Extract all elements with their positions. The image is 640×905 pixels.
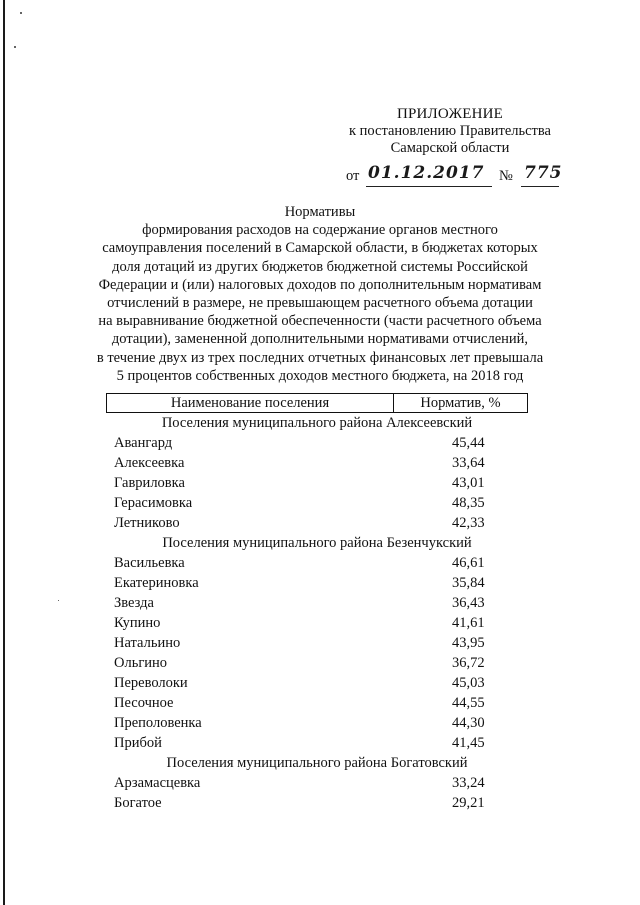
heading-line: на выравнивание бюджетной обеспеченности (части расчетного объема — [98, 313, 542, 330]
settlement-name: Авангард — [114, 435, 173, 451]
settlement-name: Ольгино — [114, 655, 168, 671]
heading-line: доля дотаций из других бюджетов бюджетной системы Российской — [112, 258, 528, 275]
heading-line: самоуправления поселений в Самарской области, в бюджетах которых — [102, 240, 538, 257]
table-row — [106, 613, 528, 633]
handwritten-number: 775 — [524, 163, 563, 183]
appendix-block — [330, 106, 570, 157]
settlement-name: Екатериновка — [114, 575, 199, 591]
norm-value: 48,35 — [452, 495, 485, 511]
settlement-name: Васильевка — [114, 555, 185, 571]
appendix-line-1: к постановлению Правительства — [349, 123, 551, 139]
scan-speck — [14, 46, 16, 48]
table-row — [106, 773, 528, 793]
number-underline — [521, 186, 559, 187]
table-row — [106, 593, 528, 613]
table-row — [106, 693, 528, 713]
settlement-name: Герасимовка — [114, 495, 193, 511]
appendix-title: ПРИЛОЖЕНИЕ — [396, 106, 504, 122]
table-body — [106, 413, 528, 813]
settlement-name: Натальино — [114, 635, 181, 651]
settlement-name: Преполовенка — [114, 715, 202, 731]
table-row — [106, 733, 528, 753]
norm-value: 29,21 — [452, 795, 485, 811]
date-underline — [366, 186, 492, 187]
table-row — [106, 493, 528, 513]
scan-speck — [58, 600, 59, 601]
norm-value: 44,55 — [452, 695, 485, 711]
heading-line: Федерации и (или) налоговых доходов по дополнительным нормативам — [98, 276, 542, 293]
heading-body — [70, 221, 570, 385]
scan-left-border — [3, 0, 5, 905]
table-row — [106, 453, 528, 473]
norms-table — [106, 393, 528, 813]
group-title: Поселения муниципального района Безенчукский — [162, 535, 472, 551]
table-row — [106, 473, 528, 493]
table-row — [106, 653, 528, 673]
heading-line: в течение двух из трех последних отчетных финансовых лет превышала — [96, 349, 544, 366]
norm-value: 36,72 — [452, 655, 485, 671]
norm-value: 44,30 — [452, 715, 485, 731]
settlement-name: Летниково — [114, 515, 180, 531]
norm-value: 35,84 — [452, 575, 485, 591]
settlement-name: Гавриловка — [114, 475, 185, 491]
heading-line: отчислений в размере, не превышающем расчетного объема дотации — [107, 295, 533, 312]
document-heading — [70, 203, 570, 385]
norm-value: 36,43 — [452, 595, 485, 611]
settlement-name: Песочное — [114, 695, 174, 711]
settlement-name: Звезда — [114, 595, 154, 611]
date-prefix: от — [346, 168, 360, 184]
heading-line: дотации), замененной дополнительными нормативами отчислений, — [111, 331, 529, 348]
table-row — [106, 433, 528, 453]
table-row — [106, 633, 528, 653]
settlement-name: Купино — [114, 615, 161, 631]
table-row — [106, 673, 528, 693]
settlement-name: Арзамасцевка — [114, 775, 201, 791]
settlement-name: Богатое — [114, 795, 162, 811]
settlement-name: Прибой — [114, 735, 162, 751]
norm-value: 43,01 — [452, 475, 485, 491]
heading-line: формирования расходов на содержание органов местного — [142, 222, 498, 239]
norm-value: 45,44 — [452, 435, 485, 451]
header-settlement-name: Наименование поселения — [107, 394, 394, 412]
document-reference — [346, 163, 576, 187]
heading-line: 5 процентов собственных доходов местного бюджета, на 2018 год — [116, 367, 524, 384]
norm-value: 33,64 — [452, 455, 485, 471]
table-header — [106, 393, 528, 413]
table-row — [106, 713, 528, 733]
norm-value: 41,45 — [452, 735, 485, 751]
settlement-name: Переволоки — [114, 675, 188, 691]
group-title: Поселения муниципального района Алексеевский — [161, 415, 473, 431]
norm-value: 42,33 — [452, 515, 485, 531]
heading-title: Нормативы — [284, 204, 356, 220]
settlement-name: Алексеевка — [114, 455, 185, 471]
table-row — [106, 793, 528, 813]
table-row — [106, 553, 528, 573]
table-row — [106, 573, 528, 593]
header-norm-percent: Норматив, % — [420, 395, 501, 411]
scan-speck — [20, 12, 22, 14]
norm-value: 41,61 — [452, 615, 485, 631]
handwritten-date: 01.12.2017 — [368, 163, 485, 183]
appendix-line-2: Самарской области — [390, 140, 510, 156]
norm-value: 43,95 — [452, 635, 485, 651]
table-row — [106, 513, 528, 533]
norm-value: 46,61 — [452, 555, 485, 571]
norm-value: 33,24 — [452, 775, 485, 791]
norm-value: 45,03 — [452, 675, 485, 691]
number-prefix: № — [499, 168, 513, 184]
group-title: Поселения муниципального района Богатовский — [166, 755, 468, 771]
